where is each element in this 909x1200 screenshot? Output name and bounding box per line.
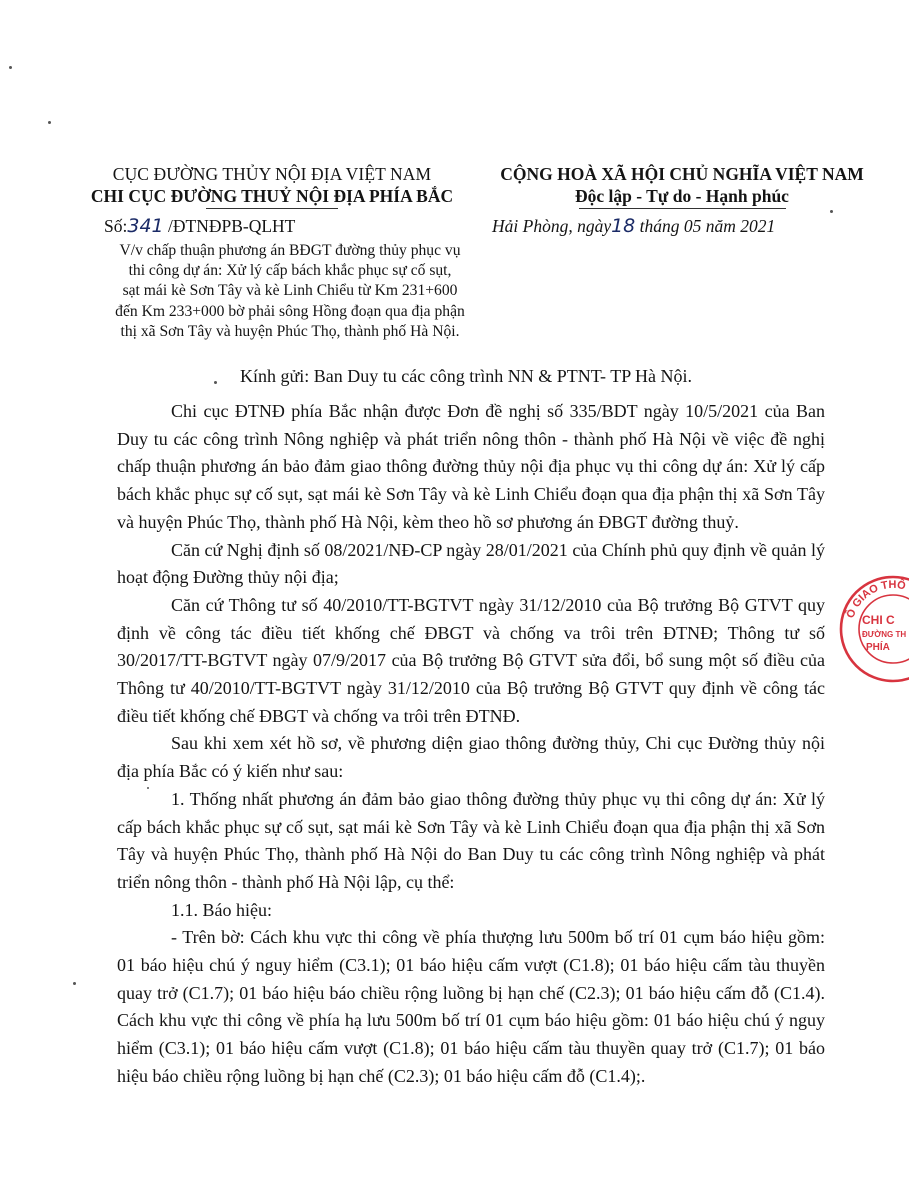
letter-body bbox=[117, 398, 825, 1091]
body-paragraph: 1.1. Báo hiệu: bbox=[171, 899, 272, 920]
date-day-handwritten: 18 bbox=[611, 215, 636, 237]
subject-line: thi công dự án: Xử lý cấp bách khắc phục sự cố sụt, bbox=[128, 262, 452, 280]
motto-underline bbox=[579, 208, 786, 209]
issuing-agency-block bbox=[72, 163, 472, 209]
subject-block bbox=[70, 241, 510, 342]
date-place: Hải Phòng, ngày bbox=[492, 216, 612, 236]
subject-line: thị xã Sơn Tây và huyện Phúc Thọ, thành phố Hà Nội. bbox=[120, 322, 460, 340]
body-paragraph: - Trên bờ: Cách khu vực thi công về phía thượng lưu 500m bố trí 01 cụm báo hiệu gồm: 01 báo hiệu chú ý nguy hiểm (C3.1); 01 báo hiệu cấm vượt (C1.8); 01 báo hiệu cấm tàu thuyền quay trở (C1.7); 01 báo hiệu báo chiều rộng luồng bị hạn chế (C2.3); 01 báo hiệu cấm đỗ (C1.4). Cách khu vực thi công về phía hạ lưu 500m bố trí 01 cụm báo hiệu gồm: 01 báo hiệu chú ý nguy hiểm (C3.1); 01 báo hiệu cấm vượt (C1.8); 01 báo hiệu cấm tàu thuyền quay trở (C1.7); 01 báo hiệu báo chiều rộng luồng bị hạn chế (C2.3); 01 báo hiệu cấm đỗ (C1.4);. bbox=[117, 927, 825, 1086]
official-stamp bbox=[838, 574, 909, 684]
doc-number-suffix: /ĐTNĐPB-QLHT bbox=[168, 216, 296, 236]
document-number bbox=[104, 215, 295, 237]
body-paragraph: 1. Thống nhất phương án đảm bảo giao thông đường thủy phục vụ thi công dự án: Xử lý cấp bách khắc phục sự cố sụt, sạt mái kè Sơn Tây và kè Linh Chiểu đoạn qua địa phận thị xã Sơn Tây và huyện Phúc Thọ, thành phố Hà Nội do Ban Duy tu các công trình Nông nghiệp và phát triển nông thôn - thành phố Hà Nội lập, cụ thể: bbox=[117, 788, 825, 892]
stamp-center-top: CHI C bbox=[862, 613, 895, 627]
national-title-block bbox=[486, 163, 878, 209]
body-paragraph: Chi cục ĐTNĐ phía Bắc nhận được Đơn đề nghị số 335/BDT ngày 10/5/2021 của Ban Duy tu các công trình Nông nghiệp và phát triển nông thôn - thành phố Hà Nội về việc đề nghị chấp thuận phương án bảo đảm giao thông đường thủy nội địa phục vụ thi công dự án: Xử lý cấp bách khắc phục sự cố sụt, sạt mái kè Sơn Tây và kè Linh Chiểu đoạn qua địa phận thị xã Sơn Tây và huyện Phúc Thọ, thành phố Hà Nội, kèm theo hồ sơ phương án ĐBGT đường thuỷ. bbox=[117, 401, 825, 532]
doc-number-handwritten: 341 bbox=[127, 215, 164, 237]
body-paragraph: Căn cứ Nghị định số 08/2021/NĐ-CP ngày 28/01/2021 của Chính phủ quy định về quản lý hoạt động Đường thủy nội địa; bbox=[117, 539, 825, 588]
subject-line: đến Km 233+000 bờ phải sông Hồng đoạn qua địa phận bbox=[115, 302, 465, 320]
salutation: Kính gửi: Ban Duy tu các công trình NN & PTNT- TP Hà Nội. bbox=[240, 366, 693, 386]
national-motto: Độc lập - Tự do - Hạnh phúc bbox=[575, 186, 789, 206]
national-title: CỘNG HOÀ XÃ HỘI CHỦ NGHĨA VIỆT NAM bbox=[500, 164, 864, 184]
subject-line: sạt mái kè Sơn Tây và kè Linh Chiểu từ Km 231+600 bbox=[122, 282, 458, 300]
stamp-ring-text: Ô GIAO THÔ bbox=[844, 578, 907, 620]
parent-agency-name: CỤC ĐƯỜNG THỦY NỘI ĐỊA VIỆT NAM bbox=[112, 164, 432, 184]
stamp-center-bottom: PHÍA bbox=[866, 642, 890, 653]
doc-number-prefix: Số: bbox=[104, 216, 128, 236]
agency-underline bbox=[206, 208, 338, 209]
body-paragraph: Sau khi xem xét hồ sơ, về phương diện giao thông đường thủy, Chi cục Đường thủy nội địa phía Bắc có ý kiến như sau: bbox=[117, 733, 825, 782]
body-paragraph: Căn cứ Thông tư số 40/2010/TT-BGTVT ngày 31/12/2010 của Bộ trưởng Bộ GTVT quy định về công tác điều tiết khống chế ĐBGT và chống va trôi trên ĐTNĐ; Thông tư số 30/2017/TT-BGTVT ngày 07/9/2017 của Bộ trưởng Bộ GTVT sửa đổi, bổ sung một số điều của Thông tư 40/2010/TT-BGTVT ngày 31/12/2010 của Bộ trưởng Bộ GTVT quy định về công tác điều tiết khống chế ĐBGT và chống va trôi trên ĐTNĐ. bbox=[117, 594, 825, 726]
date-month-year: tháng 05 năm 2021 bbox=[639, 216, 776, 236]
subject-line: V/v chấp thuận phương án BĐGT đường thủy phục vụ bbox=[119, 242, 461, 259]
agency-name: CHI CỤC ĐƯỜNG THUỶ NỘI ĐỊA PHÍA BẮC bbox=[90, 186, 454, 206]
stamp-center-mid: ĐƯỜNG TH bbox=[862, 630, 907, 639]
place-date-line bbox=[492, 215, 775, 237]
